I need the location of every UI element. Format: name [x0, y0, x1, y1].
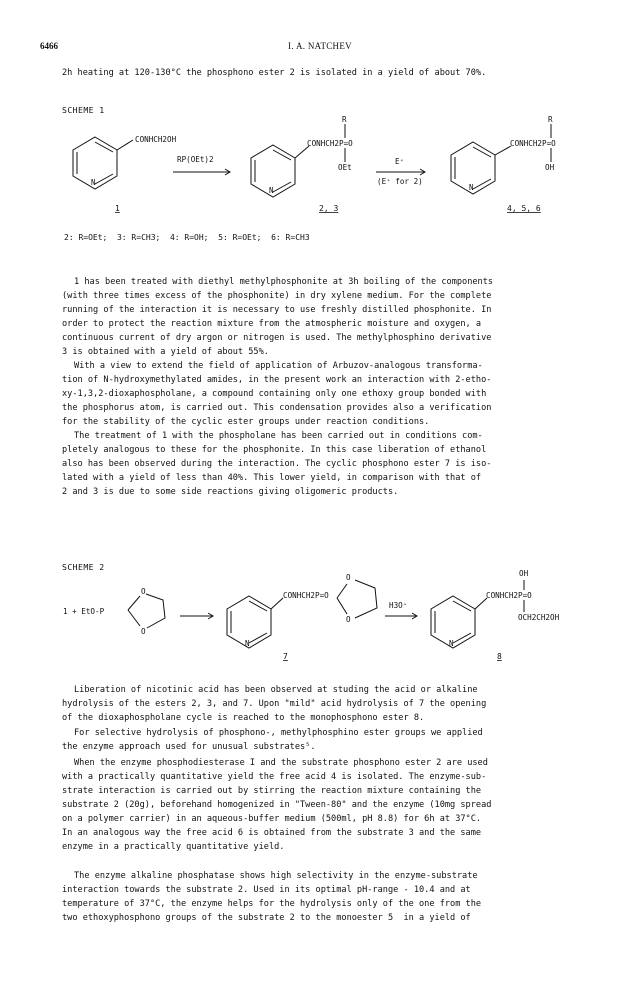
scheme2-label-8: 8 [497, 652, 502, 661]
para5-line: the enzyme approach used for unusual substrates⁵. [62, 742, 316, 752]
scheme1-diagram [55, 112, 595, 240]
para2-line: With a view to extend the field of application of Arbuzov-analogous transforma- [74, 361, 483, 371]
scheme2-diagram [55, 566, 595, 666]
para1-line: 1 has been treated with diethyl methylphosphonite at 3h boiling of the components [74, 277, 494, 287]
scheme2-reagent-o-top: O [141, 587, 146, 596]
para6-line: substrate 2 (20g), beforehand homogenized in "Tween-80" and the enzyme (10mg spread [62, 800, 492, 810]
para3-line: lated with a yield of less than 40%. This lower yield, in comparison with that of [62, 473, 482, 483]
para7-line: interaction towards the substrate 2. Used in its optimal pH-range - 10.4 and at [62, 885, 471, 895]
scheme1-c1-n: N [91, 178, 96, 187]
scheme1-c2-group: CONHCH2P=O [307, 139, 353, 148]
para1-line: continuous current of dry argon or nitrogen is used. The methylphosphino derivative [62, 333, 492, 343]
para5-line: For selective hydrolysis of phosphono-, methylphosphino ester groups we applied [74, 728, 483, 738]
scheme2-c7-o-bottom: O [346, 615, 351, 624]
para2-line: xy-1,3,2-dioxaphospholane, a compound containing only one ethoxy group bonded with [62, 389, 487, 399]
para6-line: with a practically quantitative yield the free acid 4 is isolated. The enzyme-sub- [62, 772, 487, 782]
para6-line: When the enzyme phosphodiesterase I and the substrate phosphono ester 2 are used [74, 758, 488, 768]
para7-line: temperature of 37°C, the enzyme helps for the hydrolysis only of the one from the [62, 899, 482, 909]
scheme1-reagent2: E⁺ [395, 157, 405, 166]
para4-line: hydrolysis of the esters 2, 3, and 7. Upon "mild" acid hydrolysis of 7 the opening [62, 699, 487, 709]
para4-line: of the dioxaphospholane cycle is reached to the monophosphono ester 8. [62, 713, 425, 723]
scheme1-c3-bottom: OH [545, 163, 555, 172]
para3-line: pletely analogous to these for the phosphonite. In this case liberation of ethanol [62, 445, 487, 455]
scheme1-reagent1: RP(OEt)2 [177, 155, 214, 164]
scheme2-label-7: 7 [283, 652, 288, 661]
scheme2-reactants: 1 + EtO-P [63, 607, 105, 616]
para3-line: The treatment of 1 with the phospholane has been carried out in conditions com- [74, 431, 483, 441]
page-number: 6466 [40, 41, 58, 51]
para2-line: for the stability of the cyclic ester groups under reaction conditions. [62, 417, 430, 427]
scheme1-title: SCHEME 1 [62, 105, 105, 115]
scheme2-c8-bottom: OCH2CH2OH [518, 613, 560, 622]
scheme2-c8-n: N [449, 639, 454, 648]
scheme1-substituents: 2: R=OEt; 3: R=CH3; 4: R=OH; 5: R=OEt; 6: R=CH3 [64, 233, 310, 242]
para1-line: (with three times excess of the phosphonite) in dry xylene medium. For the complete [62, 291, 492, 301]
para4-line: Liberation of nicotinic acid has been observed at studing the acid or alkaline [74, 685, 478, 695]
scheme1-c3-group: CONHCH2P=O [510, 139, 556, 148]
scheme1-label-1: 1 [115, 204, 120, 213]
para2-line: tion of N-hydroxymethylated amides, in the present work an interaction with 2-etho- [62, 375, 492, 385]
scheme2-title: SCHEME 2 [62, 562, 105, 572]
para6-line: strate interaction is carried out by stirring the reaction mixture containing the [62, 786, 482, 796]
para1-line: running of the interaction it is necessary to use freshly distilled phosphonite. In [62, 305, 492, 315]
scheme1-c2-bottom: OEt [338, 163, 352, 172]
para1-line: order to protect the reaction mixture from the atmospheric moisture and oxygen, a [62, 319, 482, 329]
scheme2-c7-group: CONHCH2P=O [283, 591, 329, 600]
intro-line: 2h heating at 120-130°C the phosphono ester 2 is isolated in a yield of about 70%. [62, 68, 487, 78]
page-header [40, 41, 600, 55]
scheme2-c8-top: OH [519, 569, 529, 578]
scheme1-c3-top: R [548, 115, 553, 124]
para6-line: enzyme in a practically quantitative yield. [62, 842, 285, 852]
scheme2-c7-o-top: O [346, 573, 351, 582]
scheme2-reagent-o-bottom: O [141, 627, 146, 636]
scheme2-c7-n: N [245, 639, 250, 648]
para3-line: also has been observed during the interaction. The cyclic phosphono ester 7 is iso- [62, 459, 492, 469]
running-author: I. A. NATCHEV [288, 41, 352, 51]
scheme1-label-3: 4, 5, 6 [507, 204, 541, 213]
para7-line: The enzyme alkaline phosphatase shows high selectivity in the enzyme-substrate [74, 871, 478, 881]
para6-line: In an analogous way the free acid 6 is obtained from the substrate 3 and the same [62, 828, 482, 838]
scheme1-c3-n: N [469, 183, 474, 192]
scheme1-c2-top: R [342, 115, 347, 124]
scheme2-reagent: H3O⁺ [389, 601, 408, 610]
scheme1-c1-group: CONHCH2OH [135, 135, 177, 144]
para7-line: two ethoxyphosphono groups of the substrate 2 to the monoester 5 in a yield of [62, 913, 471, 923]
scheme1-c2-n: N [269, 186, 274, 195]
para6-line: on a polymer carrier) in an aqueous-buffer medium (500ml, pH 8.8) for 6h at 37°C. [62, 814, 482, 824]
para3-line: 2 and 3 is due to some side reactions giving oligomeric products. [62, 487, 399, 497]
para1-line: 3 is obtained with a yield of about 55%. [62, 347, 269, 357]
para2-line: the phosphorus atom, is carried out. This condensation provides also a verification [62, 403, 492, 413]
scheme1-reagent2-note: (E⁺ for 2) [377, 177, 423, 186]
scheme1-label-2: 2, 3 [319, 204, 339, 213]
scheme2-c8-group: CONHCH2P=O [486, 591, 532, 600]
